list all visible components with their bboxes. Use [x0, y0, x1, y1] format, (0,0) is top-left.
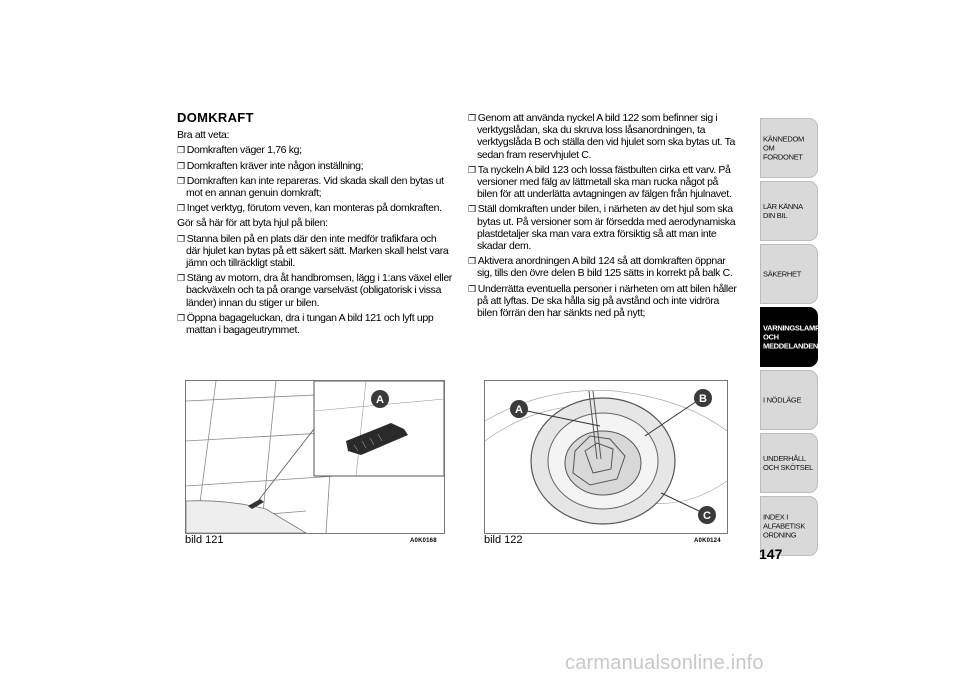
chapter-tab-nodlage[interactable] [760, 370, 818, 430]
page-number: 147 [759, 546, 783, 562]
left-column [177, 112, 452, 339]
figure-121-caption: bild 121 [185, 534, 224, 546]
watermark: carmanualsonline.info [565, 652, 764, 674]
chapter-tab-label: KÄNNEDOM OM FORDONET [763, 134, 804, 162]
chapter-tab-sakerhet[interactable] [760, 244, 818, 304]
figure-121-code: A0K0168 [410, 538, 437, 544]
step-item: ❒ Ta nyckeln A bild 123 och lossa fästbulten cirka ett varv. På versioner med fälg av lättmetall ska man rucka något på bilen för att underlätta avtagningen av fälgen från hjulnavet. [468, 164, 740, 201]
marker-b-label: B [699, 393, 707, 405]
note-item: ❒ Domkraften kan inte repareras. Vid skada skall den bytas ut mot en annan genuin domkraft; [177, 175, 452, 199]
step-item: ❒ Stäng av motorn, dra åt handbromsen, lägg i 1:ans växel eller backväxeln och ta på orange varselväst (obligatorisk i vissa länder) innan du stiger ur bilen. [177, 272, 452, 309]
figure-121 [185, 380, 445, 534]
right-column [468, 112, 740, 322]
tool-box [565, 431, 641, 495]
chapter-tab-lar-kanna[interactable] [760, 181, 818, 241]
chapter-tab-label: UNDERHÅLL OCH SKÖTSEL [763, 454, 814, 472]
figure-122-caption: bild 122 [484, 534, 523, 546]
chapter-tab-label: LÄR KÄNNA DIN BIL [763, 202, 803, 220]
chapter-tab-varningslampor[interactable] [760, 307, 831, 367]
note-item: ❒ Domkraften kräver inte någon inställning; [177, 160, 452, 172]
note-item: ❒ Domkraften väger 1,76 kg; [177, 144, 452, 156]
note-item: ❒ Inget verktyg, förutom veven, kan monteras på domkraften. [177, 202, 452, 214]
chapter-tab-kannedom[interactable] [760, 118, 818, 178]
step-item: ❒ Underrätta eventuella personer i närheten om att bilen håller på att lyftas. De ska hålla sig på avstånd och inte vidröra bilen förrän den har sänkts ned på nytt; [468, 283, 740, 320]
section-heading: DOMKRAFT [177, 110, 254, 125]
trunk-floor-illustration [186, 381, 444, 533]
figure-122 [484, 380, 728, 534]
marker-a-label: A [376, 394, 384, 406]
chapter-tab-underhall[interactable] [760, 433, 818, 493]
marker-a-label: A [515, 404, 523, 416]
chapter-tab-label: I NÖDLÄGE [763, 395, 802, 405]
chapter-tab-label: INDEX I ALFABETISK ORDNING [763, 512, 806, 540]
chapter-tab-label: VARNINGSLAMPOR OCH MEDDELANDEN [763, 323, 831, 351]
step-item: ❒ Genom att använda nyckel A bild 122 som befinner sig i verktygslådan, ska du skruva loss låsanordningen, ta verktygslåda B och ställa den vid hjulet som ska bytas ut. Ta sedan fram reservhjulet C. [468, 112, 740, 161]
figure-122-code: A0K0124 [694, 538, 721, 544]
step-item: ❒ Öppna bagageluckan, dra i tungan A bild 121 och lyft upp mattan i bagageutrymmet. [177, 312, 452, 336]
marker-c-label: C [703, 510, 711, 522]
intro-text: Bra att veta: [177, 129, 230, 142]
procedure-intro: Gör så här för att byta hjul på bilen: [177, 217, 328, 230]
chapter-sidebar [760, 118, 831, 559]
chapter-tab-label: SÄKERHET [763, 269, 802, 279]
step-item: ❒ Stanna bilen på en plats där den inte medför trafikfara och där hjulet kan bytas på ett säkert sätt. Marken skall helst vara jämn och tillräckligt stabil. [177, 233, 452, 270]
step-item: ❒ Aktivera anordningen A bild 124 så att domkraften öppnar sig, tills den övre delen B bild 125 sätts in korrekt på balk C. [468, 255, 740, 279]
step-item: ❒ Ställ domkraften under bilen, i närheten av det hjul som ska bytas ut. På versioner som är försedda med aerodynamiska plastdetaljer ska man vara extra försiktig så att man inte skadar dem. [468, 203, 740, 252]
spare-wheel-illustration [485, 381, 727, 533]
